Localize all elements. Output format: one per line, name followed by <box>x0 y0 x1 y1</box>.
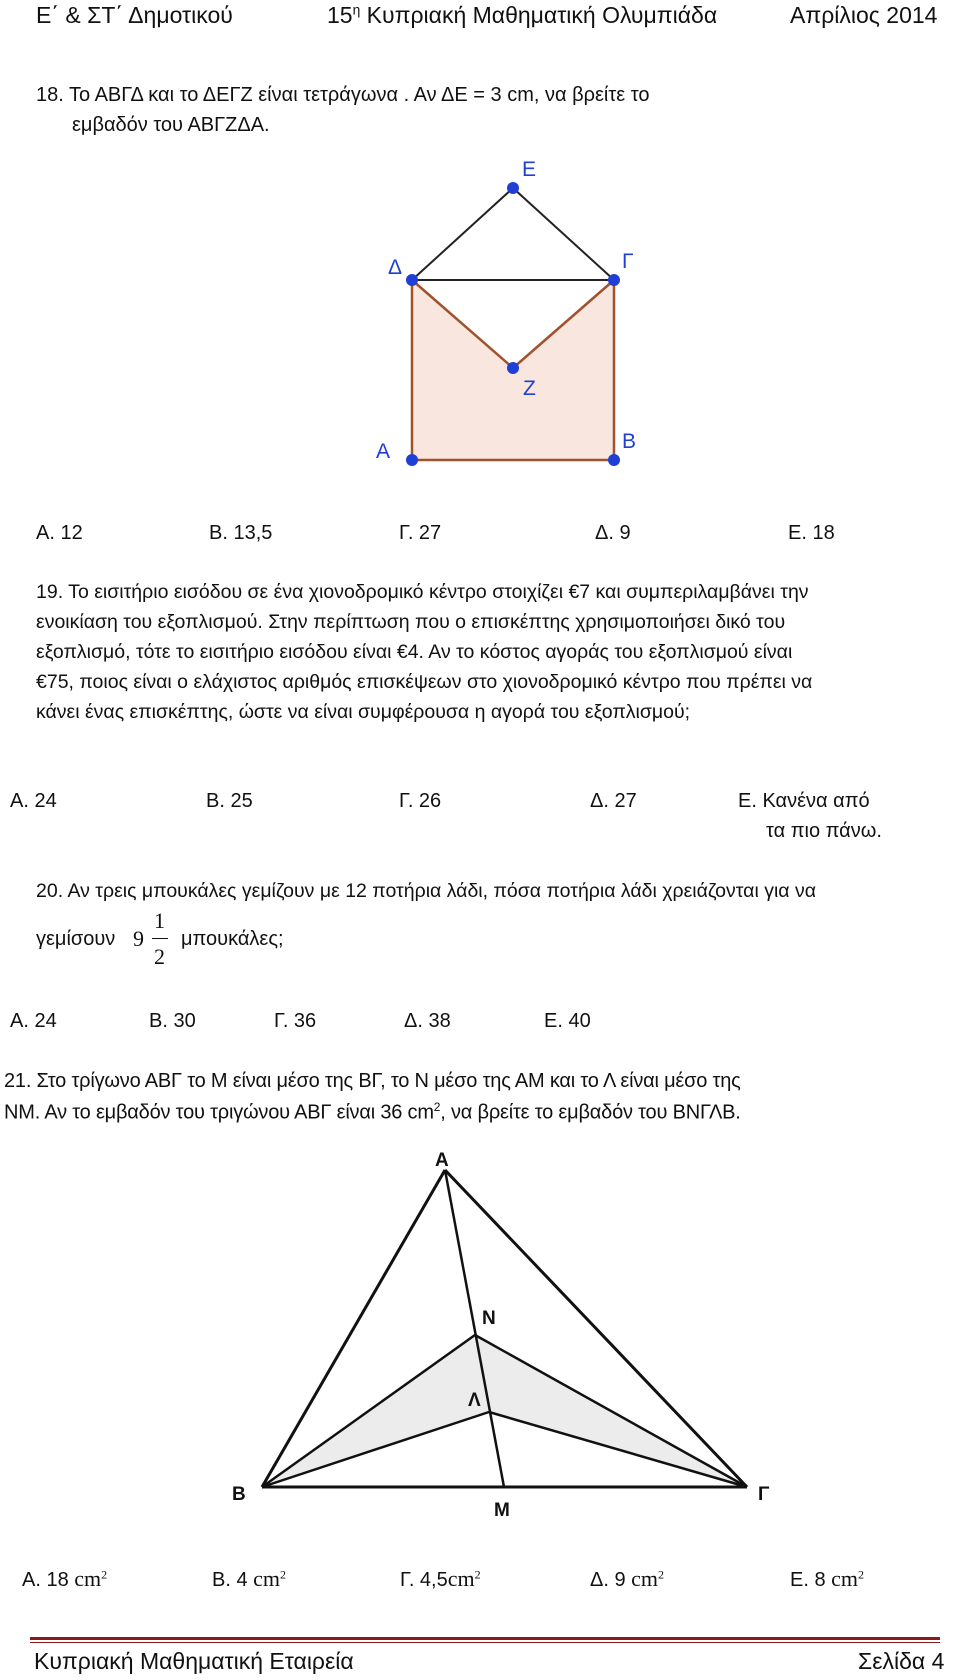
q19-answer-g: Γ. 26 <box>399 790 442 812</box>
q18-answer-b: Β. 13,5 <box>209 522 273 544</box>
q18-point-z <box>507 362 519 374</box>
q18-line1: 18. Το ΑΒΓΔ και το ΔΕΓΖ είναι τετράγωνα . Αν ΔΕ = 3 cm, να βρείτε το <box>36 84 650 106</box>
q19-answer-b: Β. 25 <box>206 790 253 812</box>
header-center-text: Κυπριακή Μαθηματική Ολυμπιάδα <box>360 2 718 28</box>
q21-answer-b-label: Β. 4 <box>212 1569 254 1591</box>
q18-answer-a: Α. 12 <box>36 522 83 544</box>
q21-answer-a-label: Α. 18 <box>22 1569 75 1591</box>
q21-answer-e-unit: cm <box>831 1566 859 1591</box>
header-center-sup: η <box>352 2 361 18</box>
q21-line2-pre: ΝΜ. Αν το εμβαδόν του τριγώνου ΑΒΓ είναι 36 cm <box>4 1101 434 1124</box>
q21-line2-sup: 2 <box>433 1100 441 1114</box>
q21-answer-e <box>790 1566 864 1592</box>
q21-answer-g-label: Γ. 4,5 <box>400 1569 448 1591</box>
q20-answer-g: Γ. 36 <box>274 1010 317 1032</box>
q21-label-a: Α <box>435 1150 449 1171</box>
q20-line2-pre: γεμίσουν <box>36 928 116 950</box>
q18-answer-d: Δ. 9 <box>595 522 631 544</box>
q21-answer-b-sup: 2 <box>280 1567 287 1582</box>
q21-answer-a-sup: 2 <box>101 1567 108 1582</box>
q21-line2-post: , να βρείτε το εμβαδόν του ΒΝΓΛΒ. <box>440 1101 741 1124</box>
q21-answer-g-sup: 2 <box>474 1567 481 1582</box>
q18-figure <box>360 150 650 470</box>
q19-line1: 19. Το εισιτήριο εισόδου σε ένα χιονοδρομικό κέντρο στοιχίζει €7 και συμπεριλαμβάνει την <box>36 581 809 603</box>
q18-point-e <box>507 182 519 194</box>
q21-label-m: Μ <box>494 1500 510 1520</box>
q20-answer-d: Δ. 38 <box>404 1010 451 1032</box>
q20-numerator: 1 <box>154 908 165 933</box>
q21-label-g: Γ <box>758 1484 770 1505</box>
footer-rule-thick <box>30 1637 940 1640</box>
q19-answer-e: Ε. Κανένα από <box>738 790 870 812</box>
q19-line4: €75, ποιος είναι ο ελάχιστος αριθμός επισκέψεων στο χιονοδρομικό κέντρο που πρέπει να <box>36 671 813 693</box>
footer-rule-thin <box>30 1642 940 1643</box>
q21-answer-a-unit: cm <box>74 1566 102 1591</box>
footer-right: Σελίδα 4 <box>858 1648 945 1674</box>
header-left: Ε΄ & ΣΤ΄ Δημοτικού <box>36 2 233 28</box>
q19-line5: κάνει ένας επισκέπτης, ώστε να είναι συμφέρουσα η αγορά του εξοπλισμού; <box>36 701 691 723</box>
q20-answer-a: Α. 24 <box>10 1010 57 1032</box>
q21-answer-d-sup: 2 <box>658 1567 665 1582</box>
q21-answer-b-unit: cm <box>253 1566 281 1591</box>
q21-answer-g-unit: cm <box>447 1566 475 1591</box>
q18-point-g <box>608 274 620 286</box>
q21-answer-e-sup: 2 <box>858 1567 865 1582</box>
q21-answer-a <box>22 1566 107 1592</box>
header-right: Απρίλιος 2014 <box>790 2 938 28</box>
q18-label-d: Δ <box>388 256 403 279</box>
q18-point-a <box>406 454 418 466</box>
q18-point-b <box>608 454 620 466</box>
q21-label-b: Β <box>232 1484 246 1505</box>
q21-answer-e-label: Ε. 8 <box>790 1569 832 1591</box>
q21-line1: 21. Στο τρίγωνο ΑΒΓ το Μ είναι μέσο της ΒΓ, το Ν μέσο της ΑΜ και το Λ είναι μέσο της <box>4 1070 741 1092</box>
q21-figure <box>220 1150 800 1520</box>
q19-answer-a: Α. 24 <box>10 790 57 812</box>
q21-label-l: Λ <box>468 1390 481 1411</box>
q18-answer-e: Ε. 18 <box>788 522 835 544</box>
q19-line2: ενοικίαση του εξοπλισμού. Στην περίπτωση που ο επισκέπτης χρησιμοποιήσει δικό του <box>36 611 786 633</box>
q18-edge-de <box>412 188 513 280</box>
q18-label-g: Γ <box>622 250 634 273</box>
q21-answer-g <box>400 1566 481 1592</box>
q21-label-n: Ν <box>482 1308 496 1329</box>
q21-line2 <box>4 1100 741 1125</box>
q21-answer-b <box>212 1566 286 1592</box>
header-center <box>327 2 717 29</box>
q18-label-b: Β <box>622 430 637 453</box>
q21-answer-d <box>590 1566 664 1592</box>
q20-answer-e: Ε. 40 <box>544 1010 591 1032</box>
q18-label-z: Ζ <box>523 377 536 400</box>
q21-answer-d-label: Δ. 9 <box>590 1569 632 1591</box>
q20-line2-post: μπουκάλες; <box>181 928 284 950</box>
q20-fraction-bar <box>152 938 168 939</box>
q18-answer-g: Γ. 27 <box>399 522 442 544</box>
q19-line3: εξοπλισμό, τότε το εισιτήριο εισόδου είναι €4. Αν το κόστος αγοράς του εξοπλισμού είναι <box>36 641 793 663</box>
q18-point-d <box>406 274 418 286</box>
q20-answer-b: Β. 30 <box>149 1010 196 1032</box>
q18-label-a: Α <box>376 440 391 463</box>
q19-answer-d: Δ. 27 <box>590 790 637 812</box>
q18-line2: εμβαδόν του ΑΒΓΖΔΑ. <box>72 114 270 136</box>
q20-line1: 20. Αν τρεις μπουκάλες γεμίζουν με 12 ποτήρια λάδι, πόσα ποτήρια λάδι χρειάζονται για να <box>36 880 816 902</box>
q20-denominator: 2 <box>154 944 165 969</box>
header-center-num: 15 <box>327 2 353 28</box>
q18-label-e: Ε <box>522 158 537 181</box>
q20-whole: 9 <box>133 926 144 951</box>
q21-answer-d-unit: cm <box>631 1566 659 1591</box>
q18-edge-eg <box>513 188 614 280</box>
footer-left: Κυπριακή Μαθηματική Εταιρεία <box>34 1648 354 1674</box>
q19-answer-e-line2: τα πιο πάνω. <box>766 820 882 842</box>
